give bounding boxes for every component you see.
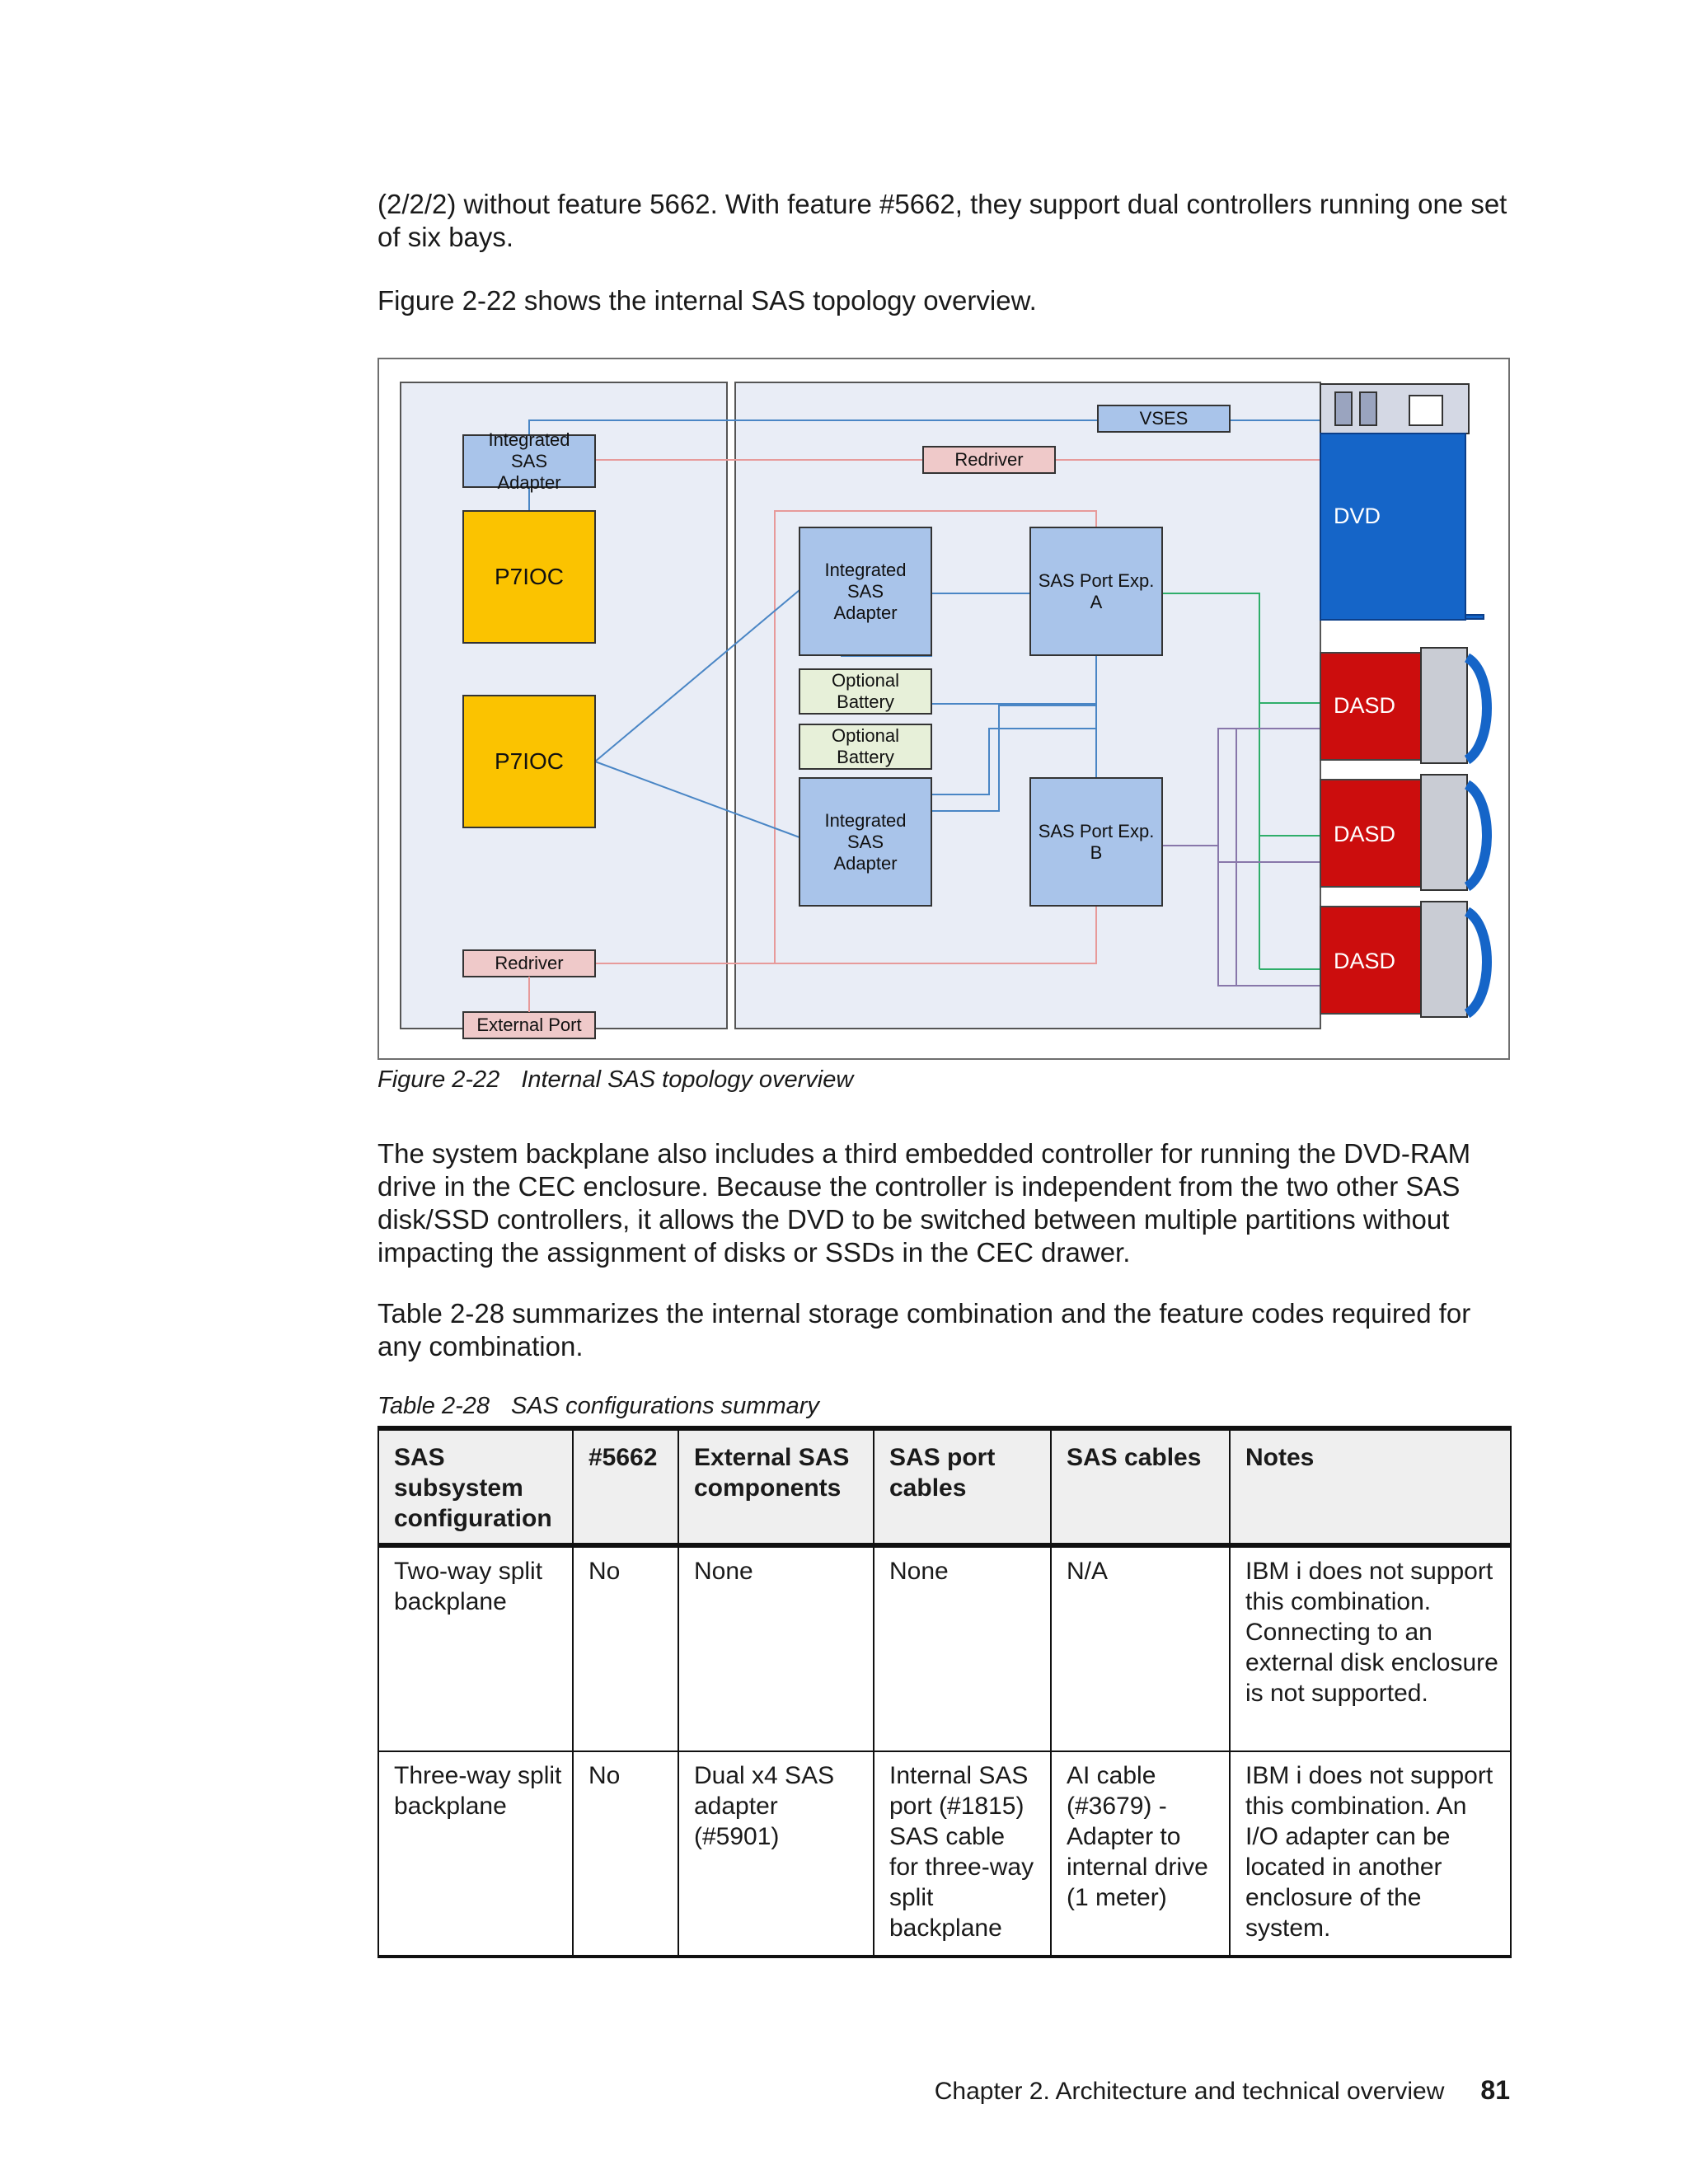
page-footer — [0, 2075, 1510, 2106]
integrated-a-label: Integrated SAS Adapter — [824, 559, 907, 623]
body-paragraph-2: Table 2-28 summarizes the internal storage combination and the feature codes required for any combination. — [377, 1298, 1471, 1361]
chapter-title: Chapter 2. Architecture and technical overview — [934, 2078, 1445, 2105]
integrated-b-label: Integrated SAS Adapter — [824, 809, 907, 874]
table-row — [378, 1545, 1511, 1751]
table-caption-title: SAS configurations summary — [510, 1393, 819, 1419]
table-cell: AI cable (#3679) - Adapter to internal drive (1 meter) — [1051, 1751, 1230, 1957]
table-cell: None — [678, 1545, 874, 1751]
page-number: 81 — [1480, 2075, 1510, 2105]
table-cell: Two-way split backplane — [378, 1545, 573, 1751]
external-port-label: External Port — [476, 1015, 582, 1035]
redriver-bottom-label: Redriver — [495, 953, 564, 973]
battery-2-label: Optional Battery — [832, 725, 899, 767]
vses-label: VSES — [1139, 408, 1189, 429]
table-cell: N/A — [1051, 1545, 1230, 1751]
redriver-top-label: Redriver — [954, 449, 1024, 470]
table-header-row — [378, 1428, 1511, 1545]
p7ioc-1-label: P7IOC — [494, 564, 565, 589]
dvd-label: DVD — [1334, 504, 1381, 528]
figure-caption-label: Figure 2-22 — [377, 1066, 500, 1093]
sas-port-b-label: SAS Port Exp. B — [1038, 820, 1155, 863]
sas-port-a-label: SAS Port Exp. A — [1038, 569, 1155, 612]
table-cell: Dual x4 SAS adapter (#5901) — [678, 1751, 874, 1957]
table-cell: IBM i does not support this combination. Connecting to an external disk enclosure is not supported. — [1230, 1545, 1511, 1751]
header-port-cables: SAS port cables — [874, 1428, 1051, 1545]
p7ioc-2-label: P7IOC — [494, 748, 565, 774]
table-cell: IBM i does not support this combination. An I/O adapter can be located in another enclosure of the system. — [1230, 1751, 1511, 1957]
header-5662: #5662 — [573, 1428, 678, 1545]
integrated-left-label: Integrated SAS Adapter — [488, 429, 570, 493]
header-sas-cables: SAS cables — [1051, 1428, 1230, 1545]
dasd-2-label: DASD — [1334, 822, 1396, 846]
table-cell: No — [573, 1545, 678, 1751]
table-caption — [377, 1393, 819, 1420]
drive-cage-icon — [1320, 384, 1469, 434]
header-notes: Notes — [1230, 1428, 1511, 1545]
figure-caption-title: Internal SAS topology overview — [521, 1066, 854, 1093]
body-paragraph-1: The system backplane also includes a third embedded controller for running the DVD-RAM drive in the CEC enclosure. Because the controller is independent from the two other SAS disk/SSD controllers, it allows the DVD to be switched between multiple partitions without impacting the assignment of disks or SSDs in the CEC drawer. — [377, 1138, 1471, 1268]
sas-topology-figure — [377, 358, 1510, 1060]
table-cell: Three-way split backplane — [378, 1751, 573, 1957]
table-row — [378, 1751, 1511, 1957]
battery-1-label: Optional Battery — [832, 670, 899, 712]
dasd-1-label: DASD — [1334, 693, 1396, 718]
sas-configurations-table — [377, 1426, 1512, 1958]
intro-paragraph: (2/2/2) without feature 5662. With feature #5662, they support dual controllers running one set of six bays. — [377, 189, 1507, 252]
dasd-3-label: DASD — [1334, 949, 1396, 973]
table-cell: Internal SAS port (#1815) SAS cable for three-way split backplane — [874, 1751, 1051, 1957]
table-cell: No — [573, 1751, 678, 1957]
figure-caption — [377, 1066, 853, 1094]
table-caption-label: Table 2-28 — [377, 1393, 490, 1419]
header-external: External SAS components — [678, 1428, 874, 1545]
header-config: SAS subsystem configuration — [378, 1428, 573, 1545]
figure-reference: Figure 2-22 shows the internal SAS topology overview. — [377, 285, 1037, 316]
table-cell: None — [874, 1545, 1051, 1751]
